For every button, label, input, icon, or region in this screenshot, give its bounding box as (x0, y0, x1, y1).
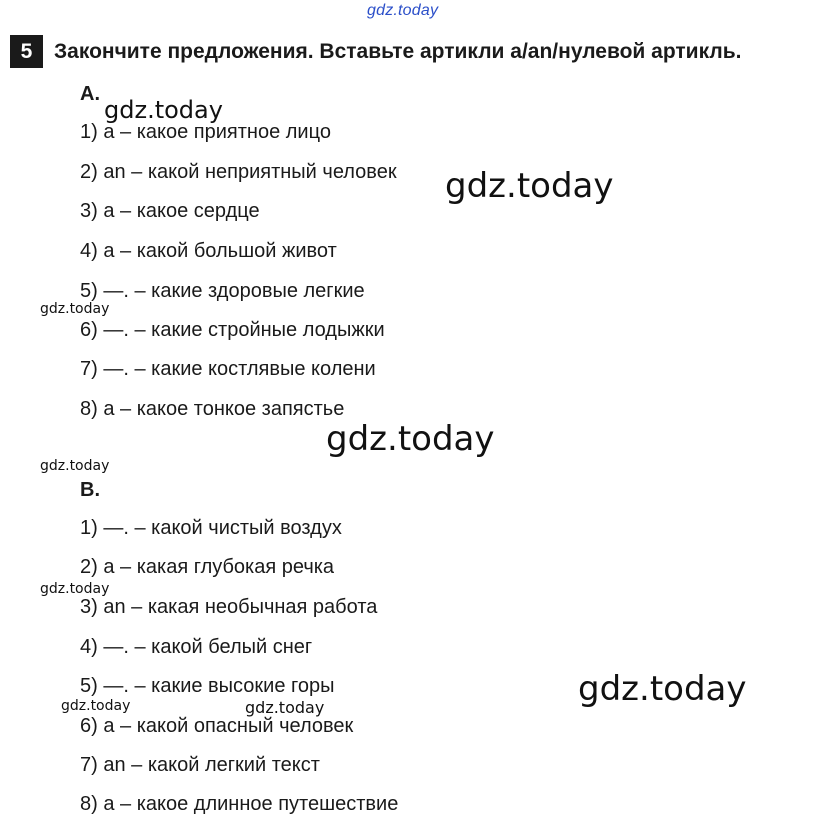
watermark: gdz.today (40, 581, 110, 597)
section-b-item-6: 6) a – какой опасный человек (80, 715, 354, 737)
section-b-item-8: 8) a – какое длинное путешествие (80, 793, 399, 815)
watermark: gdz.today (245, 698, 325, 717)
section-a-item-1: 1) a – какое приятное лицо (80, 121, 331, 143)
section-a-item-2: 2) an – какой неприятный человек (80, 161, 397, 183)
section-b-label: B. (80, 479, 100, 501)
watermark: gdz.today (61, 698, 131, 714)
watermark: gdz.today (578, 669, 747, 709)
section-b-item-7: 7) an – какой легкий текст (80, 754, 320, 776)
watermark: gdz.today (445, 166, 614, 206)
section-a-item-7: 7) —. – какие костлявые колени (80, 358, 376, 380)
section-a-item-4: 4) a – какой большой живот (80, 240, 337, 262)
section-a-item-6: 6) —. – какие стройные лодыжки (80, 319, 385, 341)
task-title: Закончите предложения. Вставьте артикли a/an/нулевой артикль. (54, 40, 742, 63)
section-b-item-5: 5) —. – какие высокие горы (80, 675, 335, 697)
watermark: gdz.today (326, 419, 495, 459)
top-watermark: gdz.today (367, 2, 439, 19)
section-b-item-3: 3) an – какая необычная работа (80, 596, 378, 618)
section-a-item-5: 5) —. – какие здоровые легкие (80, 280, 365, 302)
section-b-item-2: 2) a – какая глубокая речка (80, 556, 335, 578)
section-a-item-3: 3) a – какое сердце (80, 200, 260, 222)
section-a-item-8: 8) a – какое тонкое запястье (80, 398, 345, 420)
watermark: gdz.today (40, 458, 110, 474)
section-a-label: A. (80, 83, 100, 105)
section-b-item-1: 1) —. – какой чистый воздух (80, 517, 342, 539)
watermark: gdz.today (104, 96, 223, 124)
task-number-badge: 5 (10, 35, 43, 68)
watermark: gdz.today (40, 301, 110, 317)
section-b-item-4: 4) —. – какой белый снег (80, 636, 313, 658)
